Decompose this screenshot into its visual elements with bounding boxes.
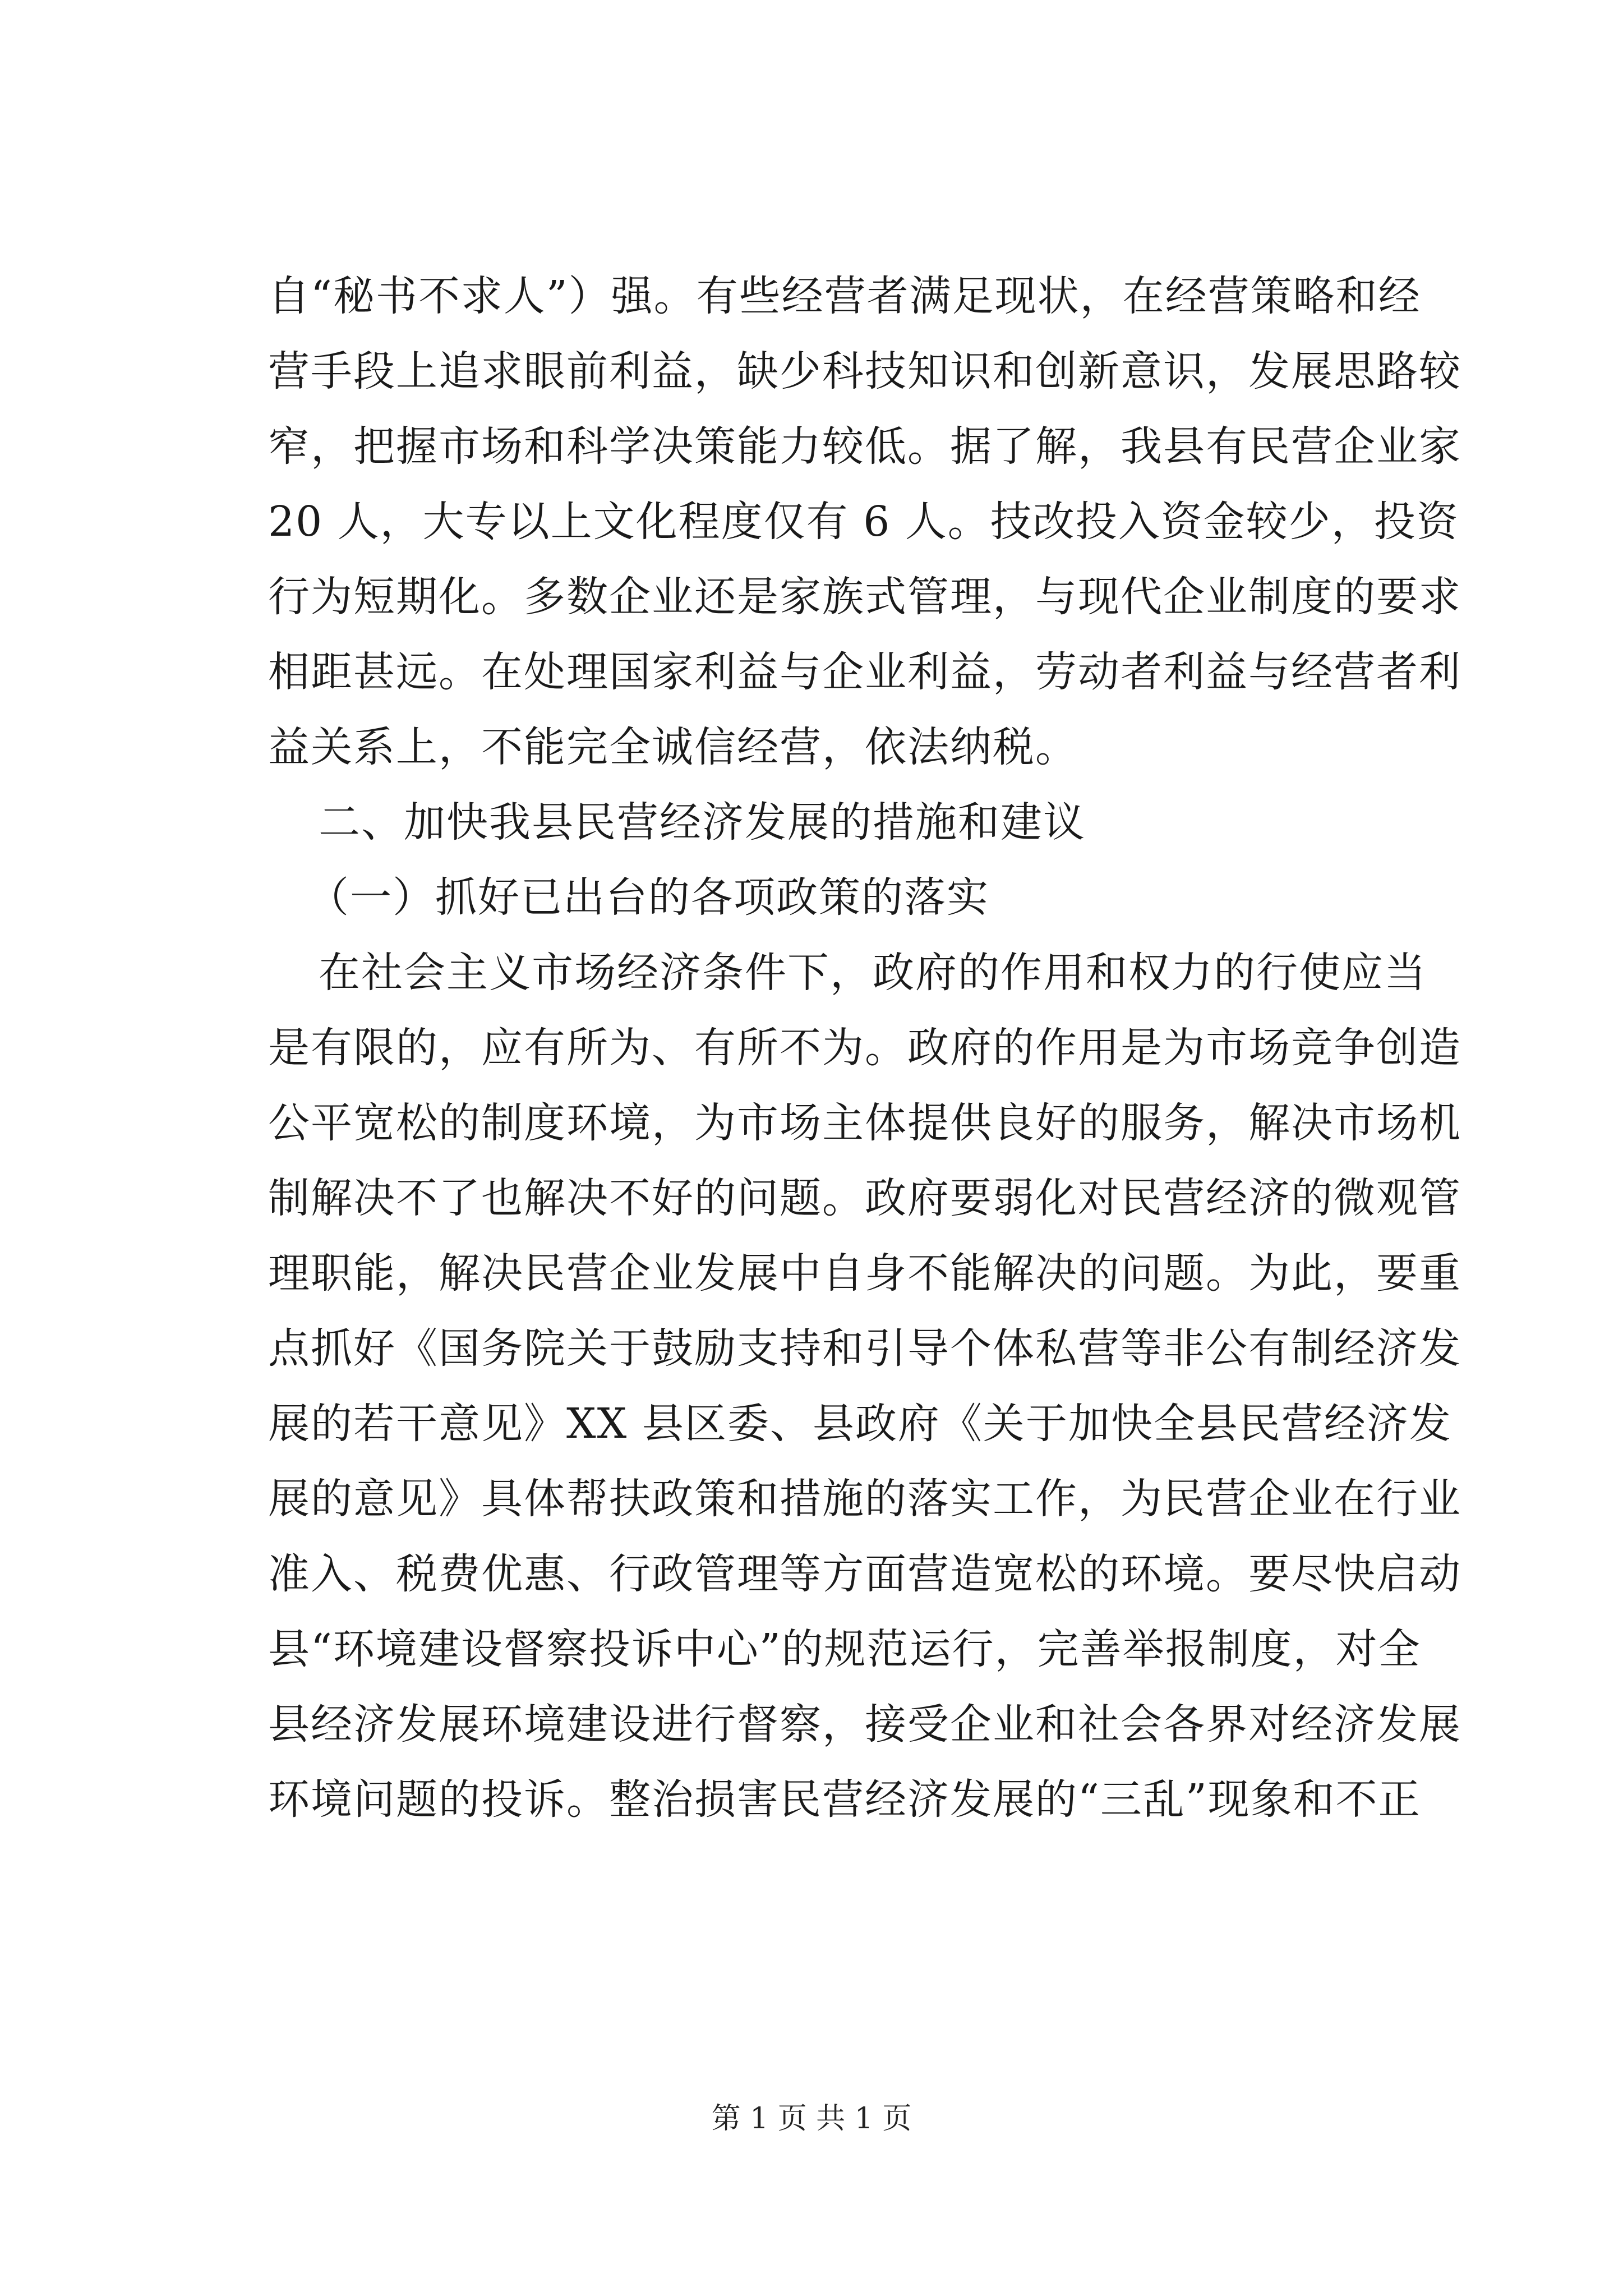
subsection-heading: （一）抓好已出台的各项政策的落实 xyxy=(307,873,989,922)
section-heading: 二、加快我县民营经济发展的措施和建议 xyxy=(319,798,1086,846)
body-text-line: 县“环境建设督察投诉中心”的规范运行，完善举报制度，对全 xyxy=(268,1625,1421,1673)
body-text-line: 点抓好《国务院关于鼓励支持和引导个体私营等非公有制经济发 xyxy=(268,1324,1461,1373)
body-text-line: 理职能，解决民营企业发展中自身不能解决的问题。为此，要重 xyxy=(268,1249,1461,1297)
page-footer: 第 1 页 共 1 页 xyxy=(711,2102,912,2136)
body-text-line: 展的意见》具体帮扶政策和措施的落实工作，为民营企业在行业 xyxy=(268,1475,1461,1523)
body-text-line: 益关系上，不能完全诚信经营，依法纳税。 xyxy=(268,723,1078,771)
body-text-line: 公平宽松的制度环境，为市场主体提供良好的服务，解决市场机 xyxy=(268,1099,1461,1147)
body-text-line: 制解决不了也解决不好的问题。政府要弱化对民营经济的微观管 xyxy=(268,1174,1461,1222)
body-text-line: 20 人，大专以上文化程度仅有 6 人。技改投入资金较少，投资 xyxy=(268,498,1459,546)
body-text-line: 准入、税费优惠、行政管理等方面营造宽松的环境。要尽快启动 xyxy=(268,1550,1461,1598)
body-text-line: 在社会主义市场经济条件下，政府的作用和权力的行使应当 xyxy=(319,949,1427,997)
body-text-line: 窄，把握市场和科学决策能力较低。据了解，我县有民营企业家 xyxy=(268,422,1461,471)
body-text-line: 行为短期化。多数企业还是家族式管理，与现代企业制度的要求 xyxy=(268,573,1461,621)
body-text-line: 营手段上追求眼前利益，缺少科技知识和创新意识，发展思路较 xyxy=(268,347,1461,395)
body-text-line: 是有限的，应有所为、有所不为。政府的作用是为市场竞争创造 xyxy=(268,1024,1461,1072)
body-text-line: 相距甚远。在处理国家利益与企业利益，劳动者利益与经营者利 xyxy=(268,648,1461,696)
body-text-line: 自“秘书不求人”）强。有些经营者满足现状，在经营策略和经 xyxy=(268,272,1421,320)
body-text-line: 县经济发展环境建设进行督察，接受企业和社会各界对经济发展 xyxy=(268,1700,1461,1749)
body-text-line: 展的若干意见》XX 县区委、县政府《关于加快全县民营经济发 xyxy=(268,1400,1452,1448)
body-text-line: 环境问题的投诉。整治损害民营经济发展的“三乱”现象和不正 xyxy=(268,1775,1421,1824)
